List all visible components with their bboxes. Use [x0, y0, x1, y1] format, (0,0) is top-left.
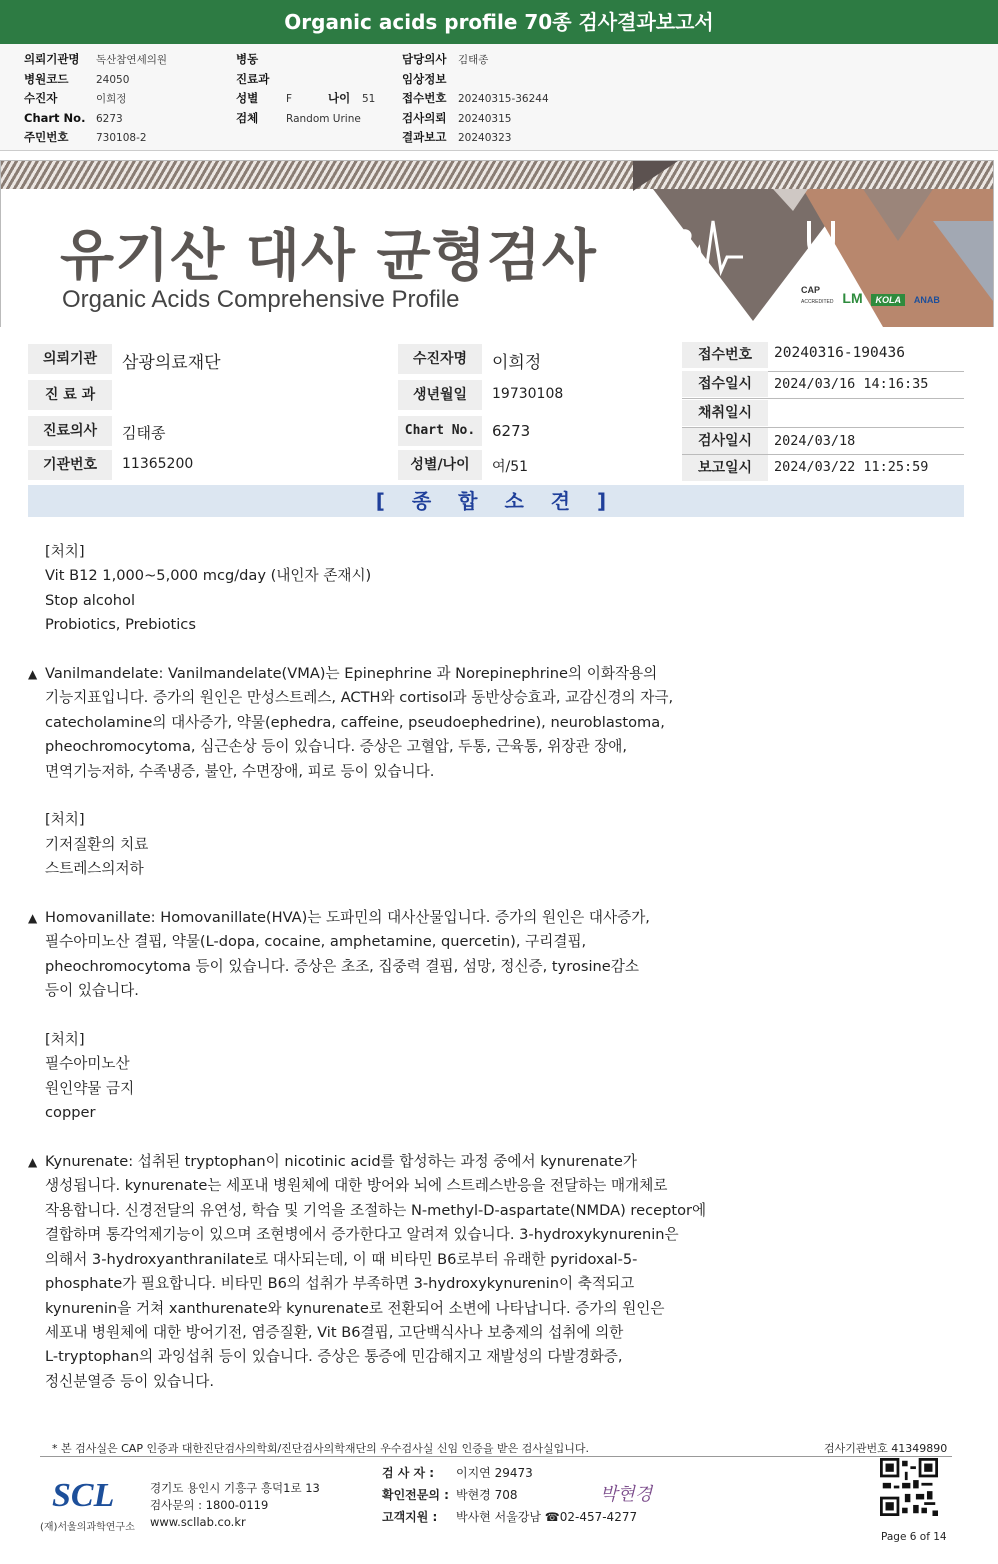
institution-number: 검사기관번호 41349890 [824, 1442, 948, 1455]
info-label: 성별/나이 [398, 450, 482, 480]
info-label: 생년월일 [398, 380, 482, 410]
treatment-line: Stop alcohol [45, 591, 135, 609]
info-label: 진료의사 [28, 416, 112, 446]
support-label: 고객지원 : [382, 1510, 438, 1524]
summary-column-3 [402, 50, 549, 148]
info-label: 수진자명 [398, 344, 482, 374]
scl-name: (재)서울의과학연구소 [40, 1522, 135, 1533]
examiner-label: 검 사 자 : [382, 1466, 435, 1480]
confirmer-label: 확인전문의 : [382, 1488, 449, 1502]
summary-column-1 [24, 50, 167, 148]
summary-value: 20240323 [458, 132, 512, 144]
info-label: 진 료 과 [28, 380, 112, 410]
up-triangle-icon: ▲ [28, 911, 38, 926]
summary-label: 결과보고 [402, 130, 447, 144]
finding-line: 의해서 3-hydroxyanthranilate로 대사되는데, 이 때 비타민 B6로부터 유래한 pyridoxal-5- [45, 1250, 638, 1268]
info-value: 삼광의료재단 [122, 353, 221, 373]
finding-line: ▲ Kynurenate: 섭취된 tryptophan이 nicotinic acid를 합성하는 과정 중에서 kynurenate가 [28, 1150, 908, 1174]
summary-label: 병동 [236, 52, 259, 66]
summary-label: 접수번호 [402, 91, 447, 105]
info-value: 이희정 [492, 353, 542, 373]
treatment-line: 기저질환의 치료 [45, 835, 149, 853]
summary-value: 독산참연세의원 [96, 54, 168, 66]
summary-label: 의뢰기관명 [24, 52, 80, 66]
summary-label: 검사의뢰 [402, 110, 447, 125]
summary-label: 성별 [236, 91, 259, 105]
info-value: 2024/03/18 [774, 433, 856, 449]
summary-label: 담당의사 [402, 52, 447, 66]
info-value: 6273 [492, 422, 531, 440]
finding-line: 기능지표입니다. 증가의 원인은 만성스트레스, ACTH와 cortisol과 동반상승효과, 교감신경의 자극, [45, 689, 674, 707]
certification-logos [801, 285, 946, 306]
treatment-line: 필수아미노산 [45, 1055, 130, 1073]
treatment-line: [처치] [45, 543, 85, 560]
info-label: 채취일시 [682, 400, 768, 426]
comprehensive-opinion-header: [ 종 합 소 견 ] [28, 485, 964, 517]
info-label: 접수일시 [682, 371, 768, 397]
summary-value: 이희정 [96, 93, 127, 105]
summary-value: 김태종 [458, 54, 489, 66]
age-value: 51 [362, 93, 376, 105]
summary-label: 임상정보 [402, 71, 447, 86]
finding-line: 결합하며 통각억제기능이 있으며 조현병에서 증가한다고 알려져 있습니다. 3-hydroxykynurenin은 [45, 1226, 679, 1244]
summary-value: 730108-2 [96, 132, 147, 144]
finding-line: pheochromocytoma 등이 있습니다. 증상은 초조, 집중력 결핍, 섬망, 정신증, tyrosine감소 [45, 957, 639, 975]
test-title-korean: 유기산 대사 균형검사 [60, 224, 597, 289]
lab-website[interactable]: www.scllab.co.kr [150, 1515, 246, 1529]
info-value: 11365200 [122, 456, 194, 472]
finding-line: kynurenin을 거쳐 xanthurenate와 kynurenate로 전환되어 소변에 나타납니다. 증가의 원인은 [45, 1299, 665, 1317]
finding-line: ▲ Homovanillate: Homovanillate(HVA)는 도파민의 대사산물입니다. 증가의 원인은 대사증가, [28, 906, 908, 930]
info-label: Chart No. [398, 416, 482, 446]
finding-line: 생성됩니다. kynurenate는 세포내 병원체에 대한 방어와 뇌에 스트레스반응을 전달하는 매개체로 [45, 1177, 668, 1195]
finding-line: pheochromocytoma, 심근손상 등이 있습니다. 증상은 고혈압, 두통, 근육통, 위장관 장애, [45, 738, 628, 756]
finding-line: ▲ Vanilmandelate: Vanilmandelate(VMA)는 Epinephrine 과 Norepinephrine의 이화작용의 [28, 662, 908, 686]
lab-inquiry: 검사문의 : 1800-0119 [150, 1498, 269, 1512]
support: 박사현 서울강남 ☎02-457-4277 [456, 1510, 638, 1524]
finding-line: 작용합니다. 신경전달의 유연성, 학습 및 기억을 조절하는 N-methyl-D-aspartate(NMDA) receptor에 [45, 1201, 707, 1219]
finding-line: L-tryptophan의 과잉섭취 등이 있습니다. 증상은 통증에 민감해지고 재발성의 다발경화증, [45, 1348, 623, 1366]
treatment-line: [처치] [45, 811, 85, 829]
info-label: 보고일시 [682, 455, 768, 481]
finding-line: catecholamine의 대사증가, 약물(ephedra, caffeine, pseudoephedrine), neuroblastoma, [45, 713, 665, 731]
treatment-line: Probiotics, Prebiotics [45, 616, 196, 634]
test-title-english: Organic Acids Comprehensive Profile [62, 286, 460, 313]
signature-block [382, 1462, 637, 1528]
summary-label: Chart No. [24, 110, 86, 125]
info-value: 19730108 [492, 386, 564, 402]
anab-logo: ANAB [913, 295, 940, 305]
summary-label: 주민번호 [24, 130, 69, 144]
finding-line: 세포내 병원체에 대한 방어기전, 염증질환, Vit B6결핍, 고단백식사나 보충제의 섭취에 의한 [45, 1323, 624, 1341]
treatment-line: 스트레스의저하 [45, 860, 144, 878]
summary-label: 수진자 [24, 91, 58, 105]
report-title: Organic acids profile 70종 검사결과보고서 [0, 0, 998, 44]
page-number: Page 6 of 14 [881, 1531, 947, 1543]
treatment-line: Vit B12 1,000~5,000 mcg/day (내인자 존재시) [45, 567, 372, 585]
info-value: 2024/03/16 14:16:35 [774, 376, 929, 392]
summary-value: 6273 [96, 112, 123, 125]
report-footer [0, 1432, 998, 1564]
finding-line: phosphate가 필요합니다. 비타민 B6의 섭취가 부족하면 3-hydroxykynurenin이 축적되고 [45, 1275, 635, 1293]
finding-line: 필수아미노산 결핍, 약물(L-dopa, cocaine, amphetamine, quercetin), 구리결핍, [45, 933, 587, 951]
summary-label: 검체 [236, 110, 259, 125]
summary-value: 24050 [96, 73, 130, 86]
up-triangle-icon: ▲ [28, 667, 38, 682]
lm-logo: LM [842, 290, 863, 306]
patient-info-table [28, 340, 964, 480]
up-triangle-icon: ▲ [28, 1155, 38, 1170]
summary-label: 진료과 [236, 71, 270, 86]
finding-line: 등이 있습니다. [45, 982, 139, 1000]
scl-logo: SCL [52, 1477, 115, 1514]
lab-contact [150, 1480, 320, 1531]
treatment-line: 원인약물 금지 [45, 1079, 135, 1097]
doctor-signature: 박현경 [600, 1484, 653, 1505]
summary-value: 20240315 [458, 112, 512, 125]
qr-code-icon[interactable] [880, 1458, 938, 1516]
summary-value: 20240315-36244 [458, 93, 549, 105]
treatment-line: [처치] [45, 1031, 85, 1049]
info-value: 여/51 [492, 459, 529, 475]
summary-value: F [286, 93, 293, 105]
info-label: 의뢰기관 [28, 344, 112, 374]
cap-logo: CAP ACCREDITED [801, 285, 834, 305]
info-value: 2024/03/22 11:25:59 [774, 459, 929, 475]
summary-value: Random Urine [286, 112, 361, 125]
treatment-line: copper [45, 1104, 96, 1122]
confirmer: 박현경 708 [456, 1488, 518, 1502]
age-label: 나이 [328, 91, 351, 105]
info-label: 접수번호 [682, 342, 768, 368]
info-label: 검사일시 [682, 428, 768, 454]
heart-icon [664, 229, 691, 253]
info-value: 20240316-190436 [774, 345, 905, 361]
finding-line: 정신분열증 등이 있습니다. [45, 1372, 214, 1390]
accreditation-note: * 본 검사실은 CAP 인증과 대한진단검사의학회/진단검사의학재단의 우수검사실 신임 인증을 받은 검사실입니다. [52, 1442, 590, 1455]
lab-address: 경기도 용인시 기흥구 흥덕1로 13 [150, 1481, 320, 1495]
report-summary-header [0, 0, 998, 151]
examiner: 이지연 29473 [456, 1466, 533, 1480]
info-label: 기관번호 [28, 450, 112, 480]
summary-label: 병원코드 [24, 71, 69, 86]
finding-line: 면역기능저하, 수족냉증, 불안, 수면장애, 피로 등이 있습니다. [45, 762, 435, 780]
info-value: 김태종 [122, 424, 166, 442]
kola-logo: KOLA [871, 294, 905, 306]
summary-column-2 [236, 50, 375, 128]
opinion-body [28, 540, 908, 1394]
